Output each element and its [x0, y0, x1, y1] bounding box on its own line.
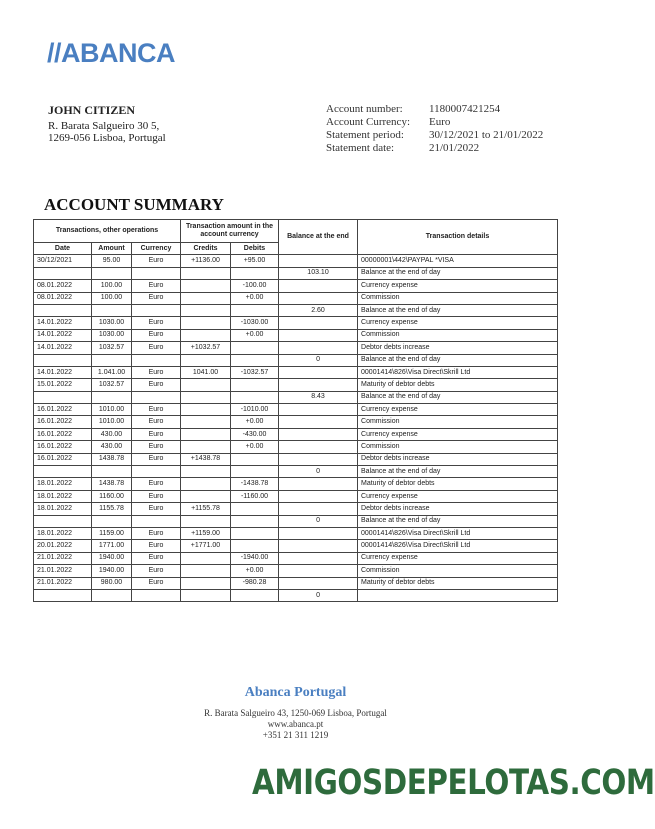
cell-amount — [92, 354, 132, 366]
table-row — [34, 540, 558, 552]
footer-brand: Abanca Portugal — [244, 685, 347, 700]
cell-debits — [231, 515, 279, 527]
cell-date — [34, 589, 92, 601]
cell-credits — [181, 280, 231, 292]
cell-credits — [181, 428, 231, 440]
cell-currency: Euro — [132, 428, 181, 440]
cell-currency: Euro — [132, 490, 181, 502]
cell-balance — [279, 317, 358, 329]
cell-currency: Euro — [132, 280, 181, 292]
cell-details: 00001414\826\Visa Direct\Skrill Ltd — [358, 527, 558, 539]
account-info — [326, 103, 543, 155]
table-row — [34, 342, 558, 354]
cell-date — [34, 354, 92, 366]
cell-details: Balance at the end of day — [358, 391, 558, 403]
table-row — [34, 441, 558, 453]
cell-debits — [231, 453, 279, 465]
cell-credits — [181, 490, 231, 502]
cell-date: 21.01.2022 — [34, 552, 92, 564]
cell-date: 18.01.2022 — [34, 478, 92, 490]
cell-details: Balance at the end of day — [358, 354, 558, 366]
cell-amount: 1.041.00 — [92, 366, 132, 378]
cell-amount — [92, 515, 132, 527]
cell-currency — [132, 267, 181, 279]
table-row — [34, 466, 558, 478]
header-transactions: Transactions, other operations — [34, 220, 181, 243]
cell-credits — [181, 267, 231, 279]
table-row — [34, 366, 558, 378]
cell-date: 08.01.2022 — [34, 280, 92, 292]
transactions-body — [34, 255, 558, 602]
table-row — [34, 589, 558, 601]
cell-amount: 1771.00 — [92, 540, 132, 552]
cell-currency: Euro — [132, 527, 181, 539]
cell-amount — [92, 267, 132, 279]
abanca-logo: //ABANCA — [47, 38, 175, 68]
cell-balance — [279, 329, 358, 341]
account-currency-value: Euro — [429, 116, 451, 128]
cell-details: Commission — [358, 292, 558, 304]
table-row — [34, 354, 558, 366]
customer-block — [48, 104, 166, 145]
cell-date — [34, 466, 92, 478]
cell-currency: Euro — [132, 404, 181, 416]
cell-amount: 1159.00 — [92, 527, 132, 539]
cell-currency — [132, 466, 181, 478]
cell-details: Debtor debts increase — [358, 453, 558, 465]
footer-contact — [0, 708, 591, 741]
cell-date: 18.01.2022 — [34, 490, 92, 502]
cell-debits — [231, 267, 279, 279]
cell-balance — [279, 292, 358, 304]
cell-amount: 1010.00 — [92, 416, 132, 428]
table-row — [34, 515, 558, 527]
cell-date: 16.01.2022 — [34, 441, 92, 453]
cell-amount: 430.00 — [92, 428, 132, 440]
table-row — [34, 453, 558, 465]
cell-balance: 2.60 — [279, 304, 358, 316]
cell-amount: 980.00 — [92, 577, 132, 589]
cell-credits — [181, 552, 231, 564]
cell-currency: Euro — [132, 379, 181, 391]
cell-currency: Euro — [132, 255, 181, 267]
cell-debits: -1010.00 — [231, 404, 279, 416]
cell-date: 14.01.2022 — [34, 329, 92, 341]
cell-debits: +0.00 — [231, 441, 279, 453]
cell-currency — [132, 515, 181, 527]
cell-date: 14.01.2022 — [34, 317, 92, 329]
cell-debits — [231, 391, 279, 403]
statement-date-value: 21/01/2022 — [429, 142, 480, 154]
cell-credits: +1032.57 — [181, 342, 231, 354]
cell-amount: 1032.57 — [92, 342, 132, 354]
cell-credits — [181, 304, 231, 316]
cell-credits: +1136.00 — [181, 255, 231, 267]
cell-balance — [279, 416, 358, 428]
cell-credits — [181, 416, 231, 428]
statement-date-row — [326, 142, 543, 155]
table-row — [34, 292, 558, 304]
cell-details: Debtor debts increase — [358, 503, 558, 515]
cell-amount: 430.00 — [92, 441, 132, 453]
table-row — [34, 267, 558, 279]
cell-details: Currency expense — [358, 552, 558, 564]
cell-balance — [279, 366, 358, 378]
cell-details: Commission — [358, 565, 558, 577]
cell-credits — [181, 292, 231, 304]
cell-credits — [181, 404, 231, 416]
cell-currency — [132, 354, 181, 366]
cell-debits: -430.00 — [231, 428, 279, 440]
cell-debits: -100.00 — [231, 280, 279, 292]
cell-balance — [279, 540, 358, 552]
customer-address-line1: R. Barata Salgueiro 30 5, — [48, 119, 160, 132]
header-date: Date — [34, 243, 92, 255]
cell-currency — [132, 304, 181, 316]
customer-address-line2: 1269-056 Lisboa, Portugal — [48, 132, 166, 144]
cell-details: Debtor debts increase — [358, 342, 558, 354]
cell-balance — [279, 255, 358, 267]
watermark: AMIGOSDEPELOTAS.COM — [252, 763, 655, 803]
cell-currency: Euro — [132, 478, 181, 490]
cell-debits: -1160.00 — [231, 490, 279, 502]
footer-address: R. Barata Salgueiro 43, 1250-069 Lisboa, Portugal — [204, 708, 387, 718]
cell-balance — [279, 577, 358, 589]
cell-currency — [132, 589, 181, 601]
table-row — [34, 391, 558, 403]
cell-date: 21.01.2022 — [34, 565, 92, 577]
cell-amount — [92, 466, 132, 478]
summary-title: ACCOUNT SUMMARY — [44, 195, 224, 214]
cell-debits: -980.28 — [231, 577, 279, 589]
cell-debits — [231, 466, 279, 478]
table-row — [34, 255, 558, 267]
table-row — [34, 527, 558, 539]
cell-currency: Euro — [132, 552, 181, 564]
cell-date: 16.01.2022 — [34, 404, 92, 416]
cell-amount — [92, 391, 132, 403]
cell-balance — [279, 379, 358, 391]
cell-balance: 0 — [279, 354, 358, 366]
table-row — [34, 304, 558, 316]
cell-amount: 1155.78 — [92, 503, 132, 515]
cell-debits: -1032.57 — [231, 366, 279, 378]
cell-currency: Euro — [132, 540, 181, 552]
cell-debits: +95.00 — [231, 255, 279, 267]
cell-balance: 0 — [279, 515, 358, 527]
cell-balance — [279, 565, 358, 577]
cell-amount: 100.00 — [92, 280, 132, 292]
statement-period-value: 30/12/2021 to 21/01/2022 — [429, 129, 544, 141]
cell-details: Commission — [358, 329, 558, 341]
cell-credits: +1771.00 — [181, 540, 231, 552]
cell-debits — [231, 503, 279, 515]
cell-date: 15.01.2022 — [34, 379, 92, 391]
cell-debits: -1030.00 — [231, 317, 279, 329]
cell-credits — [181, 478, 231, 490]
cell-date: 18.01.2022 — [34, 503, 92, 515]
cell-credits — [181, 441, 231, 453]
cell-credits — [181, 466, 231, 478]
cell-amount — [92, 304, 132, 316]
cell-date: 30/12/2021 — [34, 255, 92, 267]
cell-currency: Euro — [132, 503, 181, 515]
cell-debits — [231, 304, 279, 316]
header-debits: Debits — [231, 243, 279, 255]
cell-currency: Euro — [132, 366, 181, 378]
table-row — [34, 490, 558, 502]
cell-debits — [231, 589, 279, 601]
table-row — [34, 329, 558, 341]
account-currency-row — [326, 116, 543, 129]
cell-balance — [279, 527, 358, 539]
cell-credits: +1159.00 — [181, 527, 231, 539]
cell-debits: -1940.00 — [231, 552, 279, 564]
footer-website: www.abanca.pt — [267, 719, 324, 729]
cell-date: 14.01.2022 — [34, 342, 92, 354]
cell-debits — [231, 354, 279, 366]
customer-name: JOHN CITIZEN — [48, 103, 136, 117]
cell-details: Commission — [358, 416, 558, 428]
cell-amount: 1032.57 — [92, 379, 132, 391]
table-row — [34, 552, 558, 564]
cell-balance: 0 — [279, 466, 358, 478]
cell-credits — [181, 379, 231, 391]
cell-credits — [181, 354, 231, 366]
table-row — [34, 404, 558, 416]
cell-date: 18.01.2022 — [34, 527, 92, 539]
cell-amount: 100.00 — [92, 292, 132, 304]
cell-amount — [92, 589, 132, 601]
cell-currency: Euro — [132, 441, 181, 453]
cell-details: Currency expense — [358, 280, 558, 292]
cell-balance — [279, 490, 358, 502]
account-number-value: 1180007421254 — [429, 103, 501, 115]
cell-date: 14.01.2022 — [34, 366, 92, 378]
cell-date — [34, 304, 92, 316]
table-row — [34, 280, 558, 292]
cell-credits — [181, 565, 231, 577]
cell-balance — [279, 453, 358, 465]
cell-details: Currency expense — [358, 404, 558, 416]
table-row — [34, 478, 558, 490]
cell-date — [34, 267, 92, 279]
table-row — [34, 503, 558, 515]
header-amount: Amount — [92, 243, 132, 255]
account-number-row — [326, 103, 543, 116]
cell-details: Commission — [358, 441, 558, 453]
cell-details — [358, 589, 558, 601]
cell-credits — [181, 329, 231, 341]
cell-debits: +0.00 — [231, 565, 279, 577]
header-credits: Credits — [181, 243, 231, 255]
cell-credits — [181, 317, 231, 329]
cell-amount: 1010.00 — [92, 404, 132, 416]
statement-period-label: Statement period: — [326, 129, 404, 141]
cell-currency: Euro — [132, 342, 181, 354]
cell-debits: -1438.78 — [231, 478, 279, 490]
cell-details: 00000001\442\PAYPAL *VISA — [358, 255, 558, 267]
cell-currency: Euro — [132, 565, 181, 577]
cell-debits — [231, 379, 279, 391]
cell-date — [34, 391, 92, 403]
cell-credits: +1438.78 — [181, 453, 231, 465]
cell-details: 00001414\826\Visa Direct\Skrill Ltd — [358, 366, 558, 378]
cell-balance — [279, 404, 358, 416]
cell-currency: Euro — [132, 453, 181, 465]
cell-credits: 1041.00 — [181, 366, 231, 378]
cell-debits — [231, 527, 279, 539]
cell-balance: 103.10 — [279, 267, 358, 279]
cell-balance — [279, 428, 358, 440]
header-balance: Balance at the end — [279, 220, 358, 255]
cell-details: Maturity of debtor debts — [358, 379, 558, 391]
cell-debits — [231, 540, 279, 552]
table-row — [34, 379, 558, 391]
cell-details: Currency expense — [358, 317, 558, 329]
cell-credits — [181, 515, 231, 527]
cell-balance — [279, 441, 358, 453]
cell-credits: +1155.78 — [181, 503, 231, 515]
cell-debits — [231, 342, 279, 354]
table-row — [34, 317, 558, 329]
cell-date: 21.01.2022 — [34, 577, 92, 589]
cell-balance: 0 — [279, 589, 358, 601]
cell-date: 16.01.2022 — [34, 428, 92, 440]
cell-details: Balance at the end of day — [358, 466, 558, 478]
cell-date: 16.01.2022 — [34, 453, 92, 465]
header-transaction-amount: Transaction amount in the account currency — [181, 220, 279, 243]
cell-amount: 95.00 — [92, 255, 132, 267]
cell-debits: +0.00 — [231, 292, 279, 304]
cell-amount: 1438.78 — [92, 478, 132, 490]
cell-balance — [279, 552, 358, 564]
cell-details: Balance at the end of day — [358, 267, 558, 279]
cell-amount: 1940.00 — [92, 565, 132, 577]
table-row — [34, 577, 558, 589]
cell-date: 20.01.2022 — [34, 540, 92, 552]
cell-balance — [279, 478, 358, 490]
cell-details: Currency expense — [358, 428, 558, 440]
cell-balance — [279, 280, 358, 292]
footer-phone: +351 21 311 1219 — [262, 730, 329, 740]
cell-currency: Euro — [132, 329, 181, 341]
table-row — [34, 565, 558, 577]
cell-currency: Euro — [132, 577, 181, 589]
statement-date-label: Statement date: — [326, 142, 395, 154]
cell-amount: 1940.00 — [92, 552, 132, 564]
cell-debits: +0.00 — [231, 416, 279, 428]
cell-currency — [132, 391, 181, 403]
cell-credits — [181, 577, 231, 589]
cell-date: 08.01.2022 — [34, 292, 92, 304]
cell-details: Maturity of debtor debts — [358, 478, 558, 490]
cell-currency: Euro — [132, 416, 181, 428]
cell-amount: 1438.78 — [92, 453, 132, 465]
cell-amount: 1030.00 — [92, 329, 132, 341]
cell-debits: +0.00 — [231, 329, 279, 341]
statement-period-row — [326, 129, 543, 142]
cell-date — [34, 515, 92, 527]
cell-details: Balance at the end of day — [358, 304, 558, 316]
table-row — [34, 416, 558, 428]
cell-balance — [279, 503, 358, 515]
account-number-label: Account number: — [326, 103, 403, 115]
table-row — [34, 428, 558, 440]
cell-details: Balance at the end of day — [358, 515, 558, 527]
header-currency: Currency — [132, 243, 181, 255]
cell-details: Currency expense — [358, 490, 558, 502]
cell-currency: Euro — [132, 292, 181, 304]
cell-balance — [279, 342, 358, 354]
cell-credits — [181, 589, 231, 601]
header-details: Transaction details — [358, 220, 558, 255]
cell-amount: 1030.00 — [92, 317, 132, 329]
cell-balance: 8.43 — [279, 391, 358, 403]
cell-amount: 1160.00 — [92, 490, 132, 502]
cell-credits — [181, 391, 231, 403]
cell-date: 16.01.2022 — [34, 416, 92, 428]
cell-currency: Euro — [132, 317, 181, 329]
cell-details: 00001414\826\Visa Direct\Skrill Ltd — [358, 540, 558, 552]
transactions-table — [33, 219, 558, 602]
cell-details: Maturity of debtor debts — [358, 577, 558, 589]
account-currency-label: Account Currency: — [326, 116, 410, 128]
